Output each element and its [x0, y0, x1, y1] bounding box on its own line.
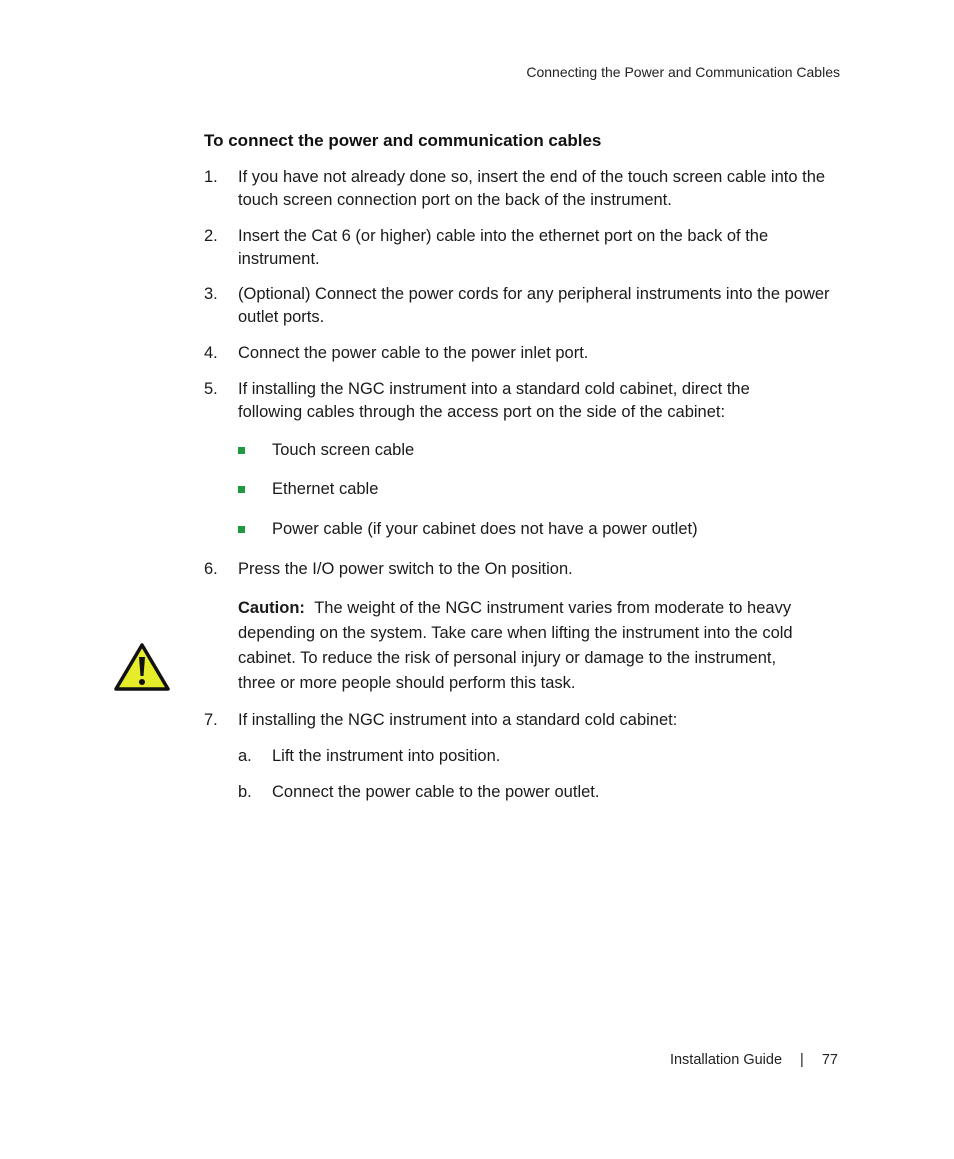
- bullet-item: [238, 518, 698, 541]
- step-text: Press the I/O power switch to the On position.: [238, 560, 573, 578]
- caution-label: Caution:: [238, 599, 305, 617]
- caution-note: [238, 596, 818, 696]
- bullet-text: Touch screen cable: [272, 441, 415, 459]
- step-7: [204, 709, 834, 732]
- bullet-item: [238, 478, 378, 501]
- step-text: Insert the Cat 6 (or higher) cable into the ethernet port on the back of the instrument.: [238, 227, 769, 268]
- bullet-text: Ethernet cable: [272, 480, 379, 498]
- step-number: 1.: [204, 168, 218, 186]
- footer-separator: |: [800, 1052, 804, 1068]
- step-number: 6.: [204, 560, 218, 578]
- step-3: [204, 283, 834, 329]
- step-number: 5.: [204, 380, 218, 398]
- step-6: [204, 558, 834, 581]
- substep-b: [238, 781, 599, 804]
- substep-text: Connect the power cable to the power outlet.: [272, 783, 600, 801]
- step-number: 7.: [204, 711, 218, 729]
- bullet-square-icon: [238, 447, 245, 454]
- step-text: Connect the power cable to the power inlet port.: [238, 344, 589, 362]
- running-header: Connecting the Power and Communication Cables: [526, 64, 840, 80]
- step-text: If installing the NGC instrument into a standard cold cabinet:: [238, 711, 678, 729]
- page-number: 77: [821, 1052, 838, 1068]
- footer-guide-title: Installation Guide: [669, 1052, 783, 1068]
- step-number: 2.: [204, 227, 218, 245]
- step-text: If installing the NGC instrument into a standard cold cabinet, direct the following cables through the access port on the side of the cabinet:: [238, 380, 750, 421]
- step-text: (Optional) Connect the power cords for any peripheral instruments into the power outlet ports.: [238, 285, 830, 326]
- substep-letter: a.: [238, 747, 252, 765]
- step-5: [204, 378, 804, 424]
- warning-triangle-icon: [113, 642, 171, 692]
- step-number: 3.: [204, 285, 218, 303]
- step-number: 4.: [204, 344, 218, 362]
- step-4: [204, 342, 834, 365]
- step-text: If you have not already done so, insert the end of the touch screen cable into the touch screen connection port on the back of the instrument.: [238, 168, 826, 209]
- bullet-square-icon: [238, 486, 245, 493]
- bullet-square-icon: [238, 526, 245, 533]
- section-heading: To connect the power and communication cables: [204, 131, 602, 150]
- caution-text: The weight of the NGC instrument varies from moderate to heavy depending on the system. Take care when lifting the instrument into the cold cabinet. To reduce the risk of personal injury or damage to the instrument, three or more people should perform this task.: [238, 599, 793, 692]
- substep-text: Lift the instrument into position.: [272, 747, 501, 765]
- substep-letter: b.: [238, 783, 252, 801]
- bullet-item: [238, 439, 414, 462]
- step-2: [204, 225, 834, 271]
- bullet-text: Power cable (if your cabinet does not have a power outlet): [272, 520, 698, 538]
- page-footer: [670, 1052, 838, 1068]
- substep-a: [238, 745, 500, 768]
- step-1: [204, 166, 834, 212]
